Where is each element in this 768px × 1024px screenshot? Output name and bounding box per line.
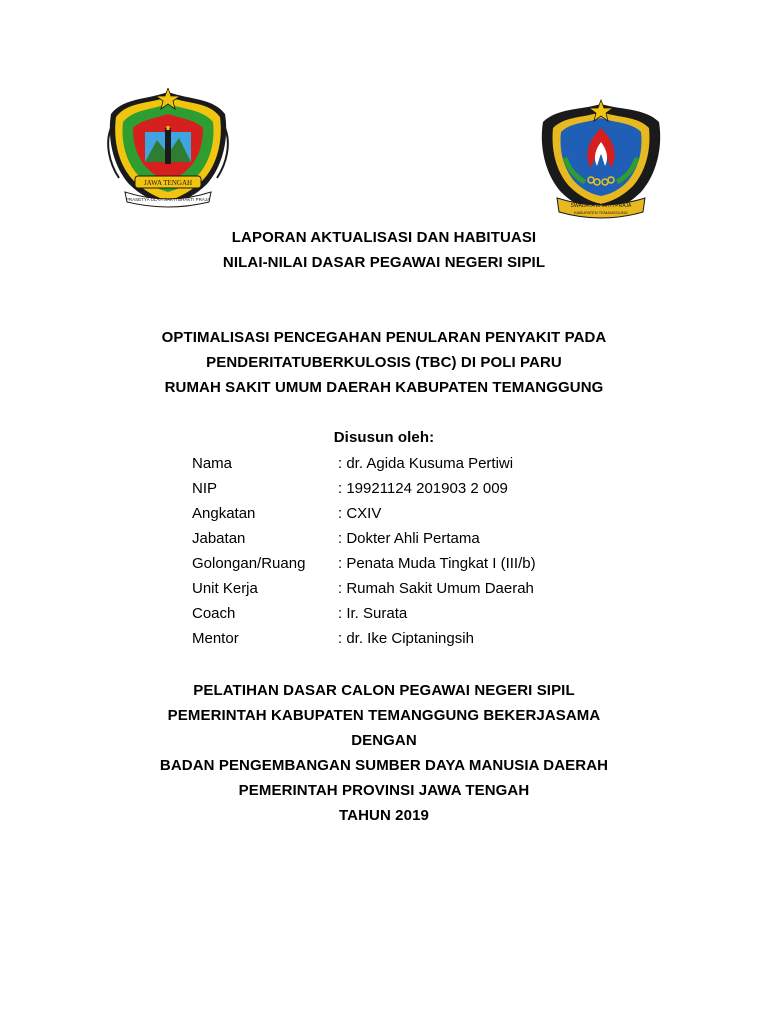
svg-text:SWADAYA BHAKTI PRAJA: SWADAYA BHAKTI PRAJA [570,203,632,209]
author-info [192,451,612,651]
author-info-row [192,476,612,501]
topic-line-2: PENDERITATUBERKULOSIS (TBC) DI POLI PARU [206,354,562,371]
training-line-1: PELATIHAN DASAR CALON PEGAWAI NEGERI SIPIL [193,682,575,699]
info-value-nip: : 19921124 201903 2 009 [338,480,508,497]
info-label-nip: NIP [192,480,218,497]
topic-line-1: OPTIMALISASI PENCEGAHAN PENULARAN PENYAKIT PADA [161,329,607,346]
topic-line-3: RUMAH SAKIT UMUM DAERAH KABUPATEN TEMANGGUNG [164,379,604,396]
author-info-row [192,601,612,626]
training-line-6: TAHUN 2019 [339,807,429,824]
training-line-5: PEMERINTAH PROVINSI JAWA TENGAH [238,782,530,799]
info-value-unit-kerja: : Rumah Sakit Umum Daerah [338,580,534,597]
info-label-golongan: Golongan/Ruang [192,555,306,572]
info-value-coach: : Ir. Surata [338,605,408,622]
info-label-nama: Nama [192,455,233,472]
info-value-nama: : dr. Agida Kusuma Pertiwi [338,455,514,472]
author-info-row [192,526,612,551]
author-heading [0,425,768,450]
info-value-golongan: : Penata Muda Tingkat I (III/b) [338,555,536,572]
author-info-row [192,501,612,526]
info-label-mentor: Mentor [192,630,239,647]
author-info-row [192,451,612,476]
author-info-row [192,626,612,651]
info-label-angkatan: Angkatan [192,505,256,522]
author-info-row [192,551,612,576]
info-label-unit-kerja: Unit Kerja [192,580,258,597]
temanggung-emblem-icon [535,98,667,220]
report-title [0,225,768,275]
jawa-tengah-emblem-icon [105,88,231,210]
svg-text:PRASETYA ULAH SAKTI BHAKTI PRA: PRASETYA ULAH SAKTI BHAKTI PRAJA [125,197,211,202]
info-value-jabatan: : Dokter Ahli Pertama [338,530,480,547]
topic-title [0,325,768,400]
info-value-angkatan: : CXIV [338,505,382,522]
svg-text:KABUPATEN TEMANGGUNG: KABUPATEN TEMANGGUNG [574,210,628,215]
training-line-4: BADAN PENGEMBANGAN SUMBER DAYA MANUSIA DAERAH [159,757,609,774]
training-line-2: PEMERINTAH KABUPATEN TEMANGGUNG BEKERJASAMA [167,707,601,724]
author-info-row [192,576,612,601]
info-label-coach: Coach [192,605,236,622]
report-title-line-2: NILAI-NILAI DASAR PEGAWAI NEGERI SIPIL [222,254,546,271]
svg-text:JAWA TENGAH: JAWA TENGAH [143,179,193,187]
training-line-3: DENGAN [351,732,417,749]
training-block [0,678,768,828]
report-title-line-1: LAPORAN AKTUALISASI DAN HABITUASI [231,229,537,246]
info-value-mentor: : dr. Ike Ciptaningsih [338,630,474,647]
author-heading-text: Disusun oleh: [333,429,435,446]
info-label-jabatan: Jabatan [192,530,246,547]
